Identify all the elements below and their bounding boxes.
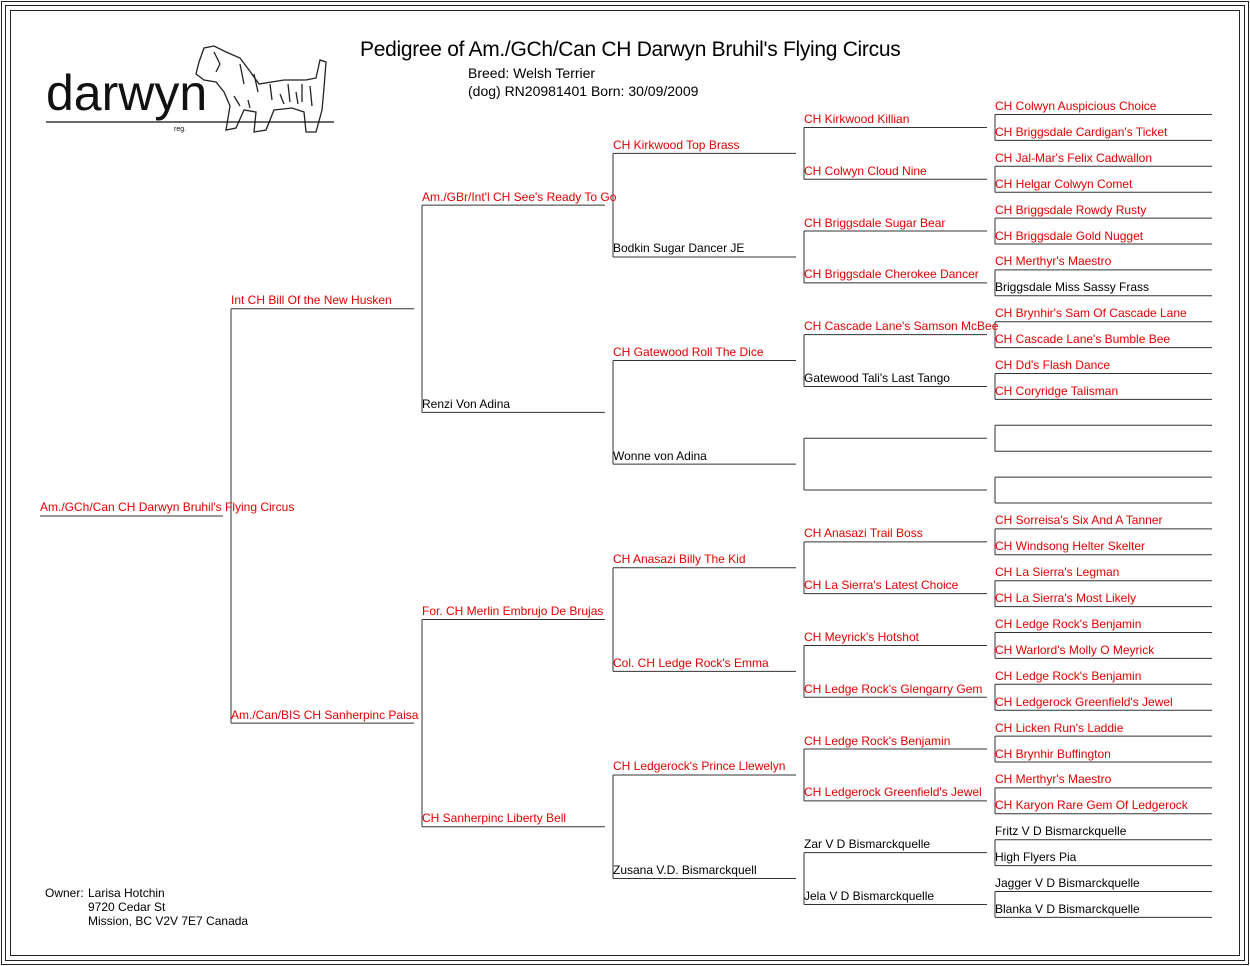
pedigree-gen5-entry: Blanka V D Bismarckquelle [995,901,1140,916]
pedigree-gen5-entry: CH Windsong Helter Skelter [995,539,1146,554]
pedigree-gen4-entry: CH Kirkwood Killian [804,111,910,126]
pedigree-gen5-entry: CH Karyon Rare Gem Of Ledgerock [995,798,1188,813]
pedigree-gen3-entry: Bodkin Sugar Dancer JE [613,241,745,256]
pedigree-gen5-entry: Fritz V D Bismarckquelle [995,824,1127,839]
pedigree-gen4-entry: Gatewood Tali's Last Tango [804,370,950,385]
pedigree-gen2-entry: For. CH Merlin Embrujo De Brujas [422,604,604,619]
pedigree-gen5-entry: CH Merthyr's Maestro [995,254,1112,269]
pedigree-gen3-entry: CH Anasazi Billy The Kid [613,552,746,567]
pedigree-gen3-entry: Zusana V.D. Bismarckquell [613,863,757,878]
owner-name: Larisa Hotchin [88,886,165,900]
pedigree-gen5-entry: Briggsdale Miss Sassy Frass [995,280,1150,295]
pedigree-gen5-entry: CH Ledge Rock's Benjamin [995,617,1142,631]
pedigree-gen5-entry: CH Dd's Flash Dance [995,358,1110,372]
pedigree-gen5-entry: CH Briggsdale Cardigan's Ticket [995,124,1168,139]
pedigree-gen3-entry: Wonne von Adina [613,448,707,463]
pedigree-gen1-entry: Int CH Bill Of the New Husken [231,293,392,308]
pedigree-gen4-entry: CH Colwyn Cloud Nine [804,163,927,178]
registration-line: (dog) RN20981401 Born: 30/09/2009 [468,83,699,99]
pedigree-gen5-entry: CH Cascade Lane's Bumble Bee [995,332,1171,347]
pedigree-gen5-entry: CH La Sierra's Most Likely [995,591,1136,606]
terrier-dog-icon [196,46,326,132]
pedigree-gen5-entry: CH La Sierra's Legman [995,565,1120,580]
pedigree-gen5-entry: Jagger V D Bismarckquelle [995,876,1140,890]
pedigree-gen3-entry: CH Gatewood Roll The Dice [613,345,764,360]
owner-label: Owner: [45,886,84,900]
darwyn-logo [44,40,334,140]
pedigree-gen5-entry: High Flyers Pia [995,850,1077,865]
pedigree-gen5-entry: CH Ledge Rock's Benjamin [995,668,1142,683]
pedigree-gen4-entry: CH Meyrick's Hotshot [804,629,919,644]
pedigree-gen4-entry: CH Briggsdale Cherokee Dancer [804,267,979,282]
pedigree-gen3-entry: CH Ledgerock's Prince Llewelyn [613,759,786,774]
pedigree-gen2-entry: Renzi Von Adina [422,396,511,411]
pedigree-gen5-entry: CH Brynhir's Sam Of Cascade Lane [995,306,1187,321]
pedigree-gen1-entry: Am./Can/BIS CH Sanherpinc Paisa [231,707,419,722]
pedigree-gen5-entry: CH Sorreisa's Six And A Tanner [995,513,1163,528]
pedigree-gen4-entry: CH La Sierra's Latest Choice [804,578,959,593]
pedigree-gen5-entry: CH Coryridge Talisman [995,383,1119,398]
pedigree-gen5-entry: CH Ledgerock Greenfield's Jewel [995,694,1173,709]
pedigree-gen3-entry: Col. CH Ledge Rock's Emma [613,655,769,670]
pedigree-gen4-entry: Jela V D Bismarckquelle [804,888,935,903]
pedigree-gen4-entry: CH Briggsdale Sugar Bear [804,215,946,230]
owner-address-street: 9720 Cedar St [88,900,166,914]
pedigree-gen2-entry: CH Sanherpinc Liberty Bell [422,811,567,826]
pedigree-gen5-entry: CH Licken Run's Laddie [995,720,1124,735]
pedigree-gen4-entry: CH Cascade Lane's Samson McBee [804,319,999,334]
owner-address-city: Mission, BC V2V 7E7 Canada [88,914,249,928]
pedigree-gen5-entry: CH Briggsdale Rowdy Rusty [995,202,1147,217]
pedigree-gen2-entry: Am./GBr/Int'l CH See's Ready To Go [422,189,617,204]
breed-line: Breed: Welsh Terrier [468,65,596,81]
pedigree-gen4-entry: CH Anasazi Trail Boss [804,526,923,541]
pedigree-gen5-entry: CH Brynhir Buffington [995,746,1111,761]
pedigree-gen4-entry: CH Ledge Rock's Benjamin [804,733,951,748]
page-title: Pedigree of Am./GCh/Can CH Darwyn Bruhil's Flying Circus [360,38,901,61]
pedigree-gen4-entry: CH Ledge Rock's Glengarry Gem [804,681,983,696]
logo-wordmark: darwyn [46,65,208,121]
pedigree-gen5-entry: CH Colwyn Auspicious Choice [995,99,1157,113]
pedigree-gen4-entry: Zar V D Bismarckquelle [804,837,931,852]
pedigree-gen3-entry: CH Kirkwood Top Brass [613,137,740,152]
pedigree-gen4-entry: CH Ledgerock Greenfield's Jewel [804,785,982,800]
pedigree-gen5-entry: CH Helgar Colwyn Comet [995,176,1133,191]
pedigree-gen5-entry: CH Jal-Mar's Felix Cadwallon [995,150,1152,165]
pedigree-gen5-entry: CH Warlord's Molly O Meyrick [995,642,1155,657]
pedigree-gen0-entry: Am./GCh/Can CH Darwyn Bruhil's Flying Circus [40,500,295,515]
pedigree-gen5-entry: CH Briggsdale Gold Nugget [995,228,1144,243]
logo-reg-mark: reg. [174,126,187,133]
pedigree-gen5-entry: CH Merthyr's Maestro [995,772,1112,787]
